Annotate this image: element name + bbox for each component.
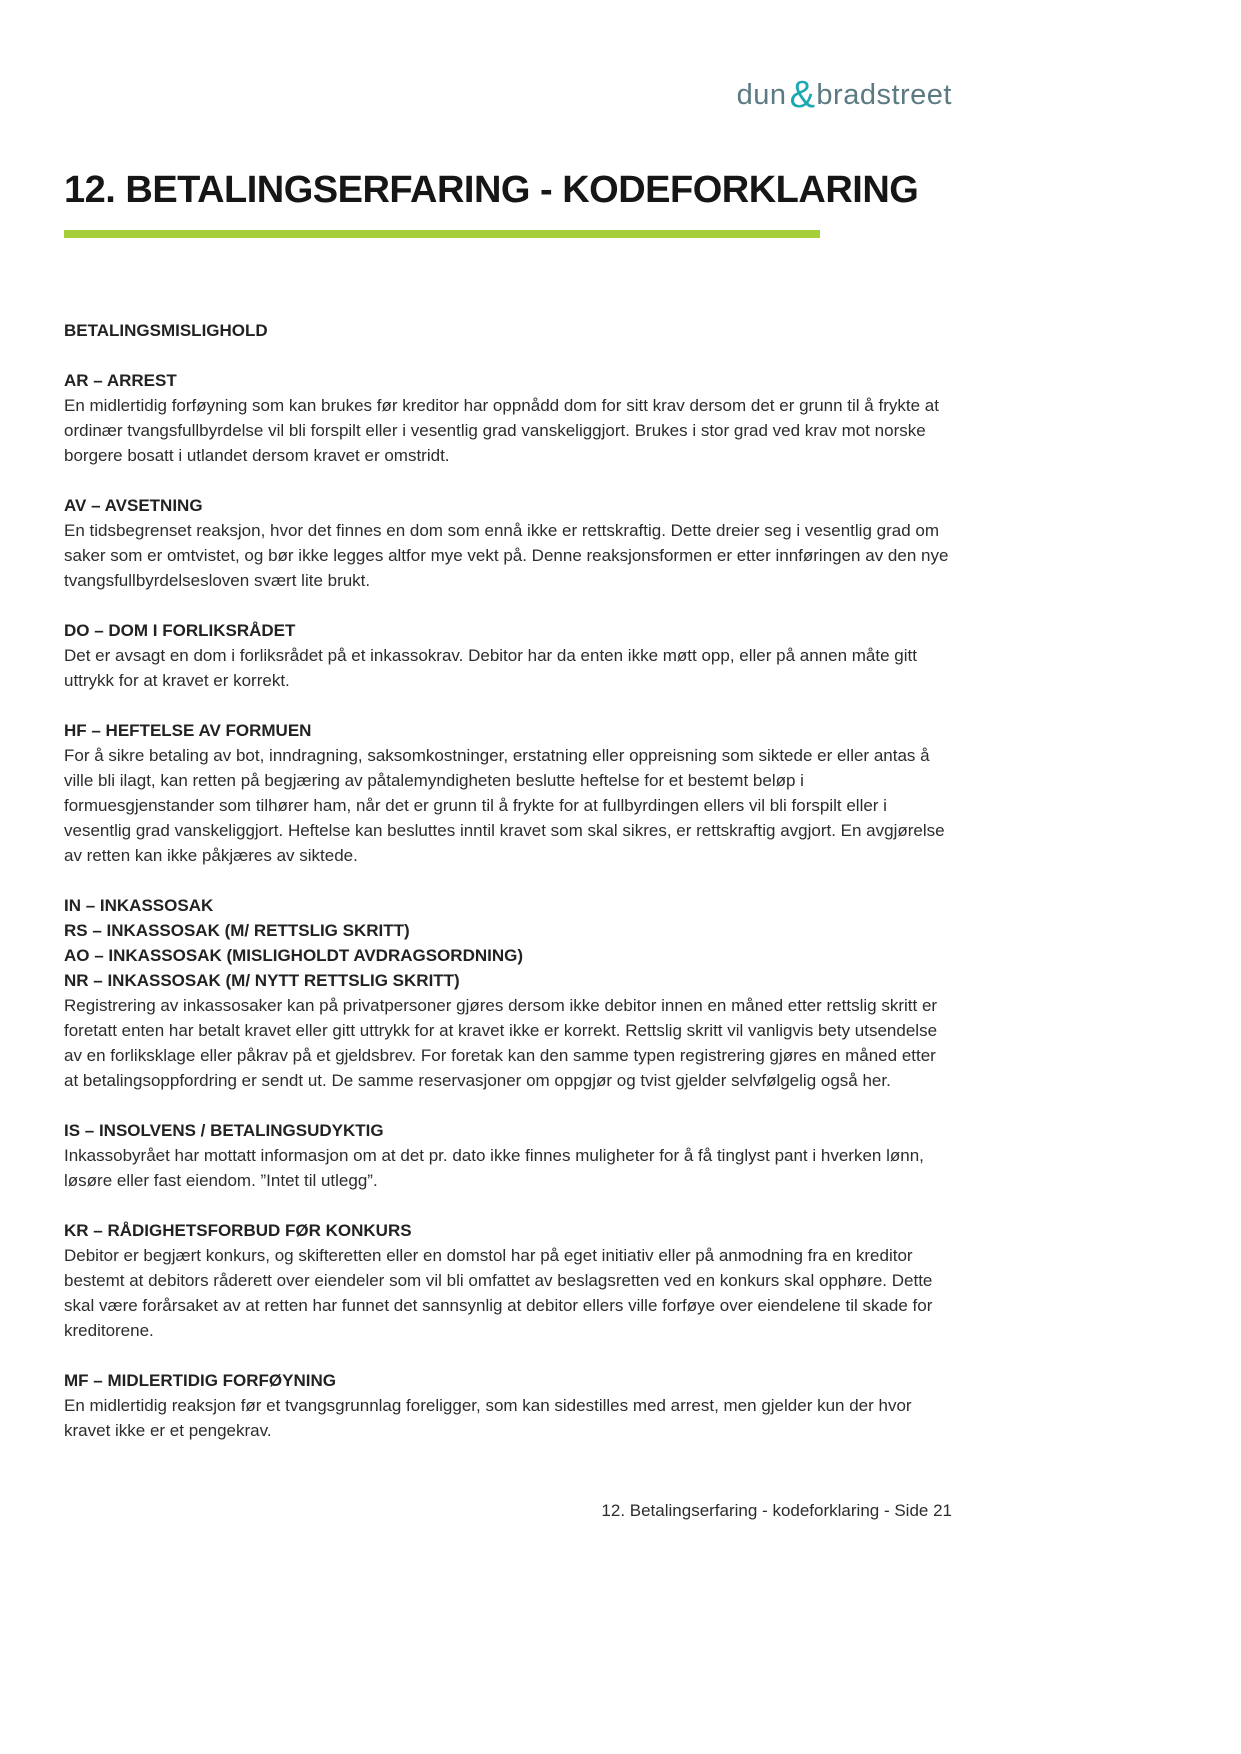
code-description: For å sikre betaling av bot, inndragning, saksomkostninger, erstatning eller oppreisning som siktede er eller antas å ville bli ilagt, kan retten på begjæring av påtalemyndigheten beslutte heftelse for et bestemt beløp i formuesgjenstander som tilhører ham, når det er grunn til å frykte for at fullbyrdingen ellers vil bli forspilt eller i vesentlig grad vanskeliggjort. Heftelse kan besluttes inntil kravet som skal sikres, er rettskraftig avgjort. En avgjørelse av retten kan ikke påkjæres av siktede. bbox=[64, 746, 945, 865]
section-header: BETALINGSMISLIGHOLD bbox=[64, 321, 268, 340]
code-entry-hf bbox=[64, 718, 954, 868]
logo-ampersand-icon: & bbox=[789, 74, 816, 116]
code-description: En tidsbegrenset reaksjon, hvor det finnes en dom som ennå ikke er rettskraftig. Dette dreier seg i vesentlig grad om saker som er omtvistet, og bør ikke legges altfor mye vekt på. Denne reaksjonsformen er etter innføringen av den nye tvangsfullbyrdelsesloven svært lite brukt. bbox=[64, 521, 949, 590]
code-heading: HF – HEFTELSE AV FORMUEN bbox=[64, 721, 312, 740]
code-description: Det er avsagt en dom i forliksrådet på et inkassokrav. Debitor har da enten ikke møtt opp, eller på annen måte gitt uttrykk for at kravet er korrekt. bbox=[64, 646, 917, 690]
code-heading: IN – INKASSOSAK bbox=[64, 896, 214, 915]
code-entry-kr bbox=[64, 1218, 954, 1343]
code-heading: AV – AVSETNING bbox=[64, 496, 203, 515]
page-title: 12. BETALINGSERFARING - KODEFORKLARING bbox=[64, 169, 919, 211]
code-heading: AO – INKASSOSAK (MISLIGHOLDT AVDRAGSORDNING) bbox=[64, 946, 524, 965]
code-entry-mf bbox=[64, 1368, 954, 1443]
page-footer: 12. Betalingserfaring - kodeforklaring - Side 21 bbox=[601, 1501, 952, 1520]
code-heading: RS – INKASSOSAK (M/ RETTSLIG SKRITT) bbox=[64, 921, 410, 940]
logo-dun: dun bbox=[736, 79, 787, 111]
logo-bradstreet: bradstreet bbox=[816, 79, 952, 111]
code-entry-is bbox=[64, 1118, 954, 1193]
code-heading: MF – MIDLERTIDIG FORFØYNING bbox=[64, 1371, 336, 1390]
code-description: Inkassobyrået har mottatt informasjon om at det pr. dato ikke finnes muligheter for å få tinglyst pant i hverken lønn, løsøre eller fast eiendom. ”Intet til utlegg”. bbox=[64, 1146, 924, 1190]
code-entry-ar bbox=[64, 368, 954, 468]
title-accent-bar bbox=[64, 230, 820, 238]
code-entry-inkasso-group bbox=[64, 893, 954, 1093]
code-entry-av bbox=[64, 493, 954, 593]
code-heading: NR – INKASSOSAK (M/ NYTT RETTSLIG SKRITT) bbox=[64, 971, 460, 990]
code-heading: KR – RÅDIGHETSFORBUD FØR KONKURS bbox=[64, 1221, 412, 1240]
code-heading: IS – INSOLVENS / BETALINGSUDYKTIG bbox=[64, 1121, 384, 1140]
code-heading: DO – DOM I FORLIKSRÅDET bbox=[64, 621, 296, 640]
code-description: Debitor er begjært konkurs, og skifteretten eller en domstol har på eget initiativ eller på anmodning fra en kreditor bestemt at debitors råderett over eiendeler som vil bli omfattet av beslagsretten ved en konkurs skal opphøre. Dette skal være forårsaket av at retten har funnet det sannsynlig at debitor ellers ville forføye over eiendelene til skade for kreditorene. bbox=[64, 1246, 933, 1340]
code-description: En midlertidig forføyning som kan brukes før kreditor har oppnådd dom for sitt krav dersom det er grunn til å frykte at ordinær tvangsfullbyrdelse vil bli forspilt eller i vesentlig grad vanskeliggjort. Brukes i stor grad ved krav mot norske borgere bosatt i utlandet dersom kravet er omstridt. bbox=[64, 396, 939, 465]
code-entry-do bbox=[64, 618, 954, 693]
code-description: En midlertidig reaksjon før et tvangsgrunnlag foreligger, som kan sidestilles med arrest, men gjelder kun der hvor kravet ikke er et pengekrav. bbox=[64, 1396, 912, 1440]
code-description: Registrering av inkassosaker kan på privatpersoner gjøres dersom ikke debitor innen en måned etter rettslig skritt er foretatt enten har betalt kravet eller gitt uttrykk for at kravet ikke er korrekt. Rettslig skritt vil vanligvis bety utsendelse av en forliksklage eller påkrav på et gjeldsbrev. For foretak kan den samme typen registrering gjøres en måned etter at betalingsoppfordring er sendt ut. De samme reservasjoner om oppgjør og tvist gjelder selvfølgelig også her. bbox=[64, 996, 938, 1090]
code-heading: AR – ARREST bbox=[64, 371, 177, 390]
page-content bbox=[64, 0, 954, 1468]
